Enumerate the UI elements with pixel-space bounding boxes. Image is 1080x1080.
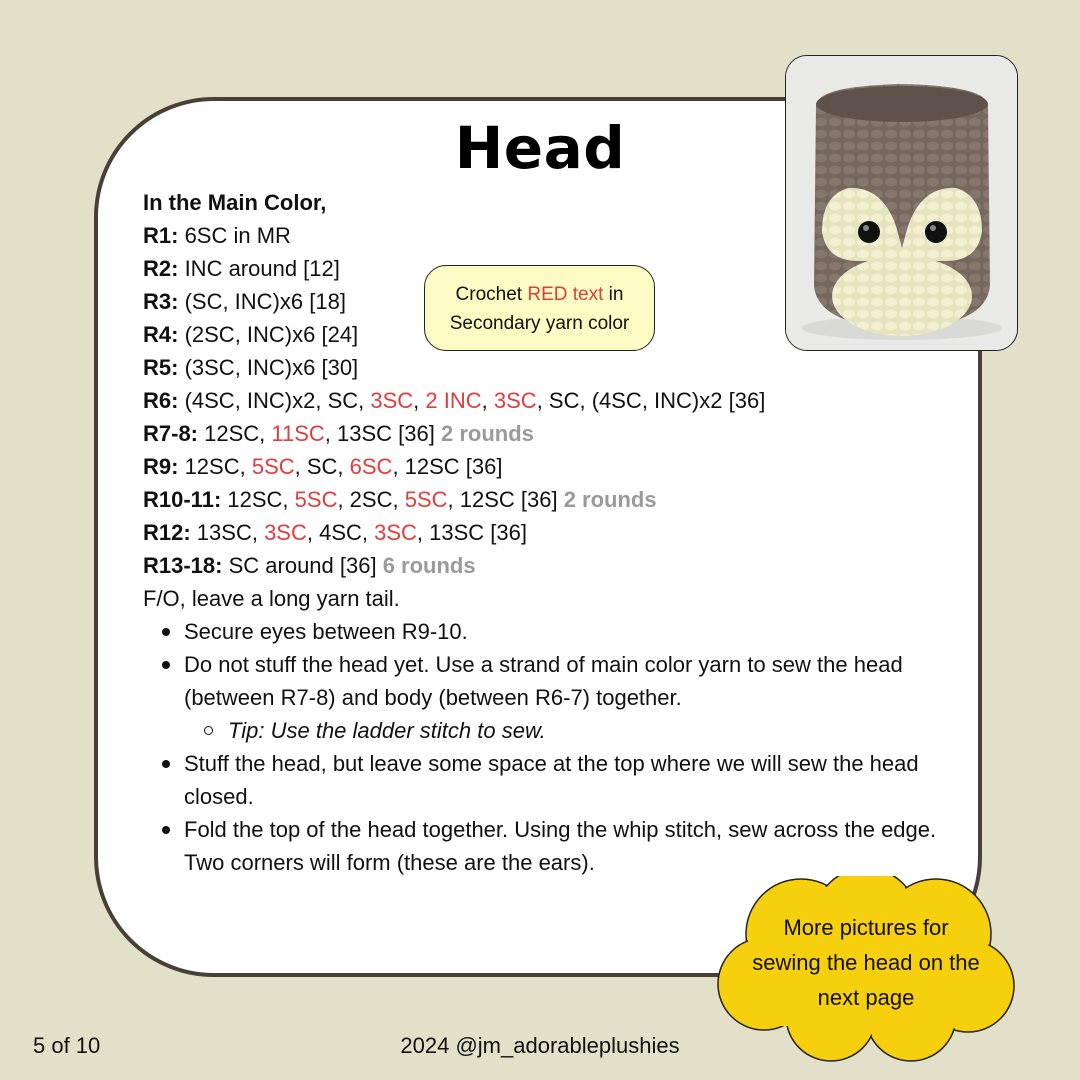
note-text: in — [603, 284, 624, 305]
round-text: , — [481, 388, 494, 413]
round-text: 13SC, — [190, 520, 265, 545]
cloud-line: next page — [817, 985, 915, 1010]
round-text: INC around [12] — [178, 256, 340, 281]
cloud-line: sewing the head on the — [752, 950, 980, 975]
list-item: Secure eyes between R9-10. — [184, 615, 943, 648]
round-text: 12SC, — [221, 487, 295, 512]
secondary-color-stitches: 5SC — [404, 487, 448, 512]
round-label: R3: — [143, 289, 179, 314]
page-number: 5 of 10 — [33, 1033, 101, 1058]
round-text: 12SC, — [178, 454, 252, 479]
round-label: R5: — [143, 355, 179, 380]
round-text: , — [413, 388, 426, 413]
round-line — [143, 516, 943, 549]
note-text: Crochet — [455, 284, 528, 305]
round-line — [143, 483, 943, 516]
round-line — [143, 450, 943, 483]
round-label: R6: — [143, 388, 179, 413]
secondary-color-stitches: 5SC — [294, 487, 338, 512]
round-label: R10-11: — [143, 487, 222, 512]
intro-line: In the Main Color, — [143, 190, 327, 215]
round-count: 6 rounds — [382, 553, 476, 578]
round-text: 12SC, — [198, 421, 272, 446]
round-text: (2SC, INC)x6 [24] — [178, 322, 359, 347]
list-item: Stuff the head, but leave some space at the top where we will sew the head closed. — [184, 747, 943, 813]
round-text: , 4SC, — [306, 520, 375, 545]
round-text: 6SC in MR — [178, 223, 291, 248]
secondary-color-stitches: 11SC — [271, 421, 325, 446]
secondary-color-note — [424, 265, 655, 351]
secondary-color-stitches: 3SC — [370, 388, 414, 413]
round-label: R13-18: — [143, 553, 223, 578]
round-text: , 12SC [36] — [447, 487, 564, 512]
round-text: SC around [36] — [222, 553, 383, 578]
round-count: 2 rounds — [440, 421, 534, 446]
page-title: Head — [454, 114, 626, 182]
round-text: , 13SC [36] — [416, 520, 527, 545]
round-label: R1: — [143, 223, 179, 248]
cloud-line: More pictures for — [783, 915, 949, 940]
owl-head-photo — [785, 55, 1018, 351]
note-red-text: RED text — [527, 284, 604, 305]
round-label: R7-8: — [143, 421, 199, 446]
round-text: (3SC, INC)x6 [30] — [178, 355, 359, 380]
round-line — [143, 351, 943, 384]
owl-plush-image — [786, 56, 1018, 351]
round-label: R4: — [143, 322, 179, 347]
round-text: (4SC, INC)x2, SC, — [178, 388, 371, 413]
round-line — [143, 417, 943, 450]
round-count: 2 rounds — [563, 487, 657, 512]
secondary-color-stitches: 3SC — [264, 520, 307, 545]
tip-item: Tip: Use the ladder stitch to sew. — [228, 714, 943, 747]
secondary-color-stitches: 6SC — [349, 454, 393, 479]
list-item-text: Do not stuff the head yet. Use a strand of main color yarn to sew the head (between R7-8) and body (between R6-7) together. — [184, 652, 903, 710]
round-text: , 13SC [36] — [324, 421, 441, 446]
secondary-color-stitches: 3SC — [374, 520, 417, 545]
fasten-off-line: F/O, leave a long yarn tail. — [143, 586, 400, 611]
credit-text: 2024 @jm_adorableplushies — [400, 1033, 680, 1058]
note-text: Secondary yarn color — [449, 313, 630, 334]
secondary-color-stitches: 5SC — [251, 454, 295, 479]
round-label: R12: — [143, 520, 191, 545]
round-text: , 12SC [36] — [392, 454, 503, 479]
round-line — [143, 549, 943, 582]
list-item — [184, 648, 943, 747]
round-label: R9: — [143, 454, 179, 479]
round-line — [143, 384, 943, 417]
instructions-list — [143, 615, 943, 879]
round-text: , SC, — [294, 454, 350, 479]
round-text: , 2SC, — [337, 487, 405, 512]
round-text: , SC, (4SC, INC)x2 [36] — [536, 388, 766, 413]
sub-list — [184, 714, 943, 747]
round-label: R2: — [143, 256, 179, 281]
round-text: (SC, INC)x6 [18] — [178, 289, 346, 314]
cloud-text — [706, 910, 1026, 1015]
list-item: Fold the top of the head together. Using the whip stitch, sew across the edge. Two corners will form (these are the ears). — [184, 813, 943, 879]
secondary-color-stitches: 3SC — [493, 388, 537, 413]
secondary-color-stitches: 2 INC — [425, 388, 482, 413]
